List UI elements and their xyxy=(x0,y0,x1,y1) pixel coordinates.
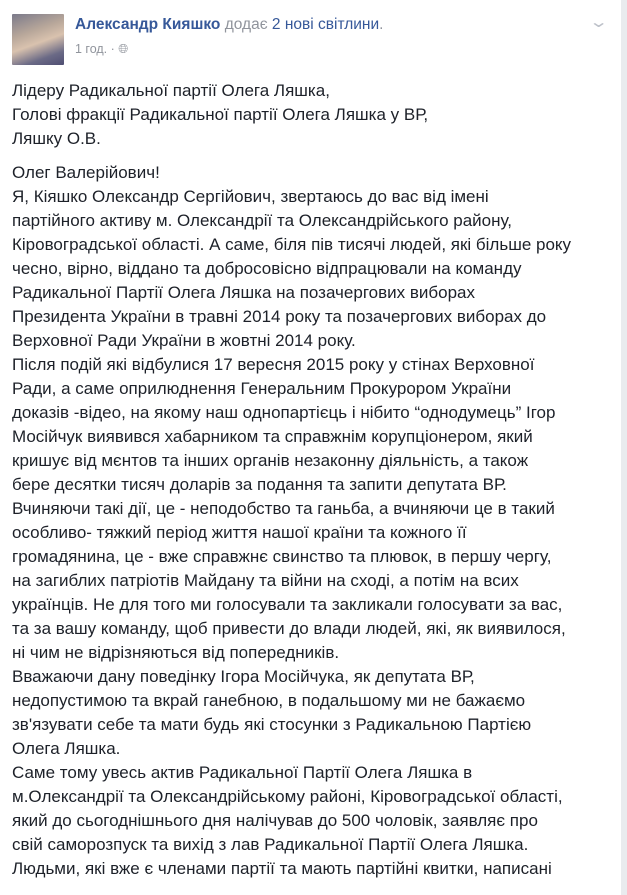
text-line: та за вашу команду, щоб привести до влади людей, які, як виявилося, xyxy=(12,619,566,638)
author-name-link[interactable]: Александр Кияшко xyxy=(75,16,221,33)
post-meta xyxy=(75,42,128,57)
text-line: Олег Валерійович! xyxy=(12,163,160,182)
text-line: Після подій які відбулися 17 вересня 2015 року у стінах Верховної xyxy=(12,355,535,374)
text-line: Вважаючи дану поведінку Ігора Мосійчука, як депутата ВР, xyxy=(12,667,475,686)
separator: · xyxy=(110,42,115,56)
text-line: кришує від мєнтов та інших органів незаконну діяльність, а також xyxy=(12,451,529,470)
punct: . xyxy=(379,16,384,33)
text-line: Мосійчук виявився хабарником та справжнім корупціонером, який xyxy=(12,427,533,446)
text-line: на загиблих патріотів Майдану та війни на сході, а потім на всих xyxy=(12,571,519,590)
text-line: Я, Кіяшко Олександр Сергійович, звертаюсь до вас від імені xyxy=(12,187,489,206)
chevron-down-icon[interactable]: ⌄ xyxy=(588,14,609,31)
scrollbar[interactable] xyxy=(621,0,627,895)
text-line: який до сьогоднішнього дня налічував до 500 чоловік, заявляє про xyxy=(12,811,538,830)
text-line: доказів -відео, на якому наш однопартієць і нібито “однодумець” Ігор xyxy=(12,403,556,422)
text-line: Олега Ляшка. xyxy=(12,739,121,758)
action-text: додає xyxy=(224,16,268,33)
post-body xyxy=(12,79,571,891)
text-line: Ради, а саме оприлюднення Генеральним Прокурором України xyxy=(12,379,512,398)
text-line: Ляшку О.В. xyxy=(12,129,101,148)
text-line: Президента України в травні 2014 року та позачергових виборах до xyxy=(12,307,547,326)
text-line: Радикальної Партії Олега Ляшка на позачергових виборах xyxy=(12,283,475,302)
text-line: бере десятки тисяч доларів за подання та запити депутата ВР. xyxy=(12,475,507,494)
text-line: м.Олександрії та Олександрійському районі, Кіровоградської області, xyxy=(12,787,563,806)
text-line: зв'язувати себе та мати будь які стосунки з Радикальною Партією xyxy=(12,715,532,734)
text-line: свій саморозпуск та вихід з лав Радикальної Партії Олега Ляшка. xyxy=(12,835,529,854)
text-line: Кіровоградської області. А саме, біля пів тисячі людей, які більше року xyxy=(12,235,572,254)
globe-icon[interactable]: 🌐︎ xyxy=(118,42,129,56)
text-line: Вчиняючи такі дії, це - неподобство та ганьба, а вчиняючи це в такий xyxy=(12,499,555,518)
text-line: особливо- тяжкий період життя нашої країни та кожного її xyxy=(12,523,467,542)
post-header xyxy=(75,16,383,34)
timestamp-link[interactable]: 1 год. xyxy=(75,42,108,56)
text-line: Верховної Ради України в жовтні 2014 року. xyxy=(12,331,356,350)
text-line: Саме тому увесь актив Радикальної Партії Олега Ляшка в xyxy=(12,763,473,782)
text-line: Лідеру Радикальної партії Олега Ляшка, xyxy=(12,81,330,100)
text-line: Людьми, які вже є членами партії та мають партійні квитки, написані xyxy=(12,859,552,878)
post-paragraph xyxy=(12,79,571,151)
text-line: Голові фракції Радикальної партії Олега Ляшка у ВР, xyxy=(12,105,429,124)
post-paragraph xyxy=(12,161,571,881)
text-line: чесно, вірно, віддано та добросовісно відпрацювали на команду xyxy=(12,259,522,278)
text-line: громадянина, це - вже справжнє свинство та плювок, в першу чергу, xyxy=(12,547,552,566)
text-line: ні чим не відрізняються від попередників. xyxy=(12,643,340,662)
text-line: українців. Не для того ми голосували та закликали голосувати за вас, xyxy=(12,595,563,614)
photos-link[interactable]: 2 нові світлини xyxy=(271,16,380,33)
text-line: партійного активу м. Олександрії та Олександрійського району, xyxy=(12,211,513,230)
author-avatar[interactable] xyxy=(12,14,64,65)
text-line: недопустимою та вкрай ганебною, в подальшому ми не бажаємо xyxy=(12,691,526,710)
